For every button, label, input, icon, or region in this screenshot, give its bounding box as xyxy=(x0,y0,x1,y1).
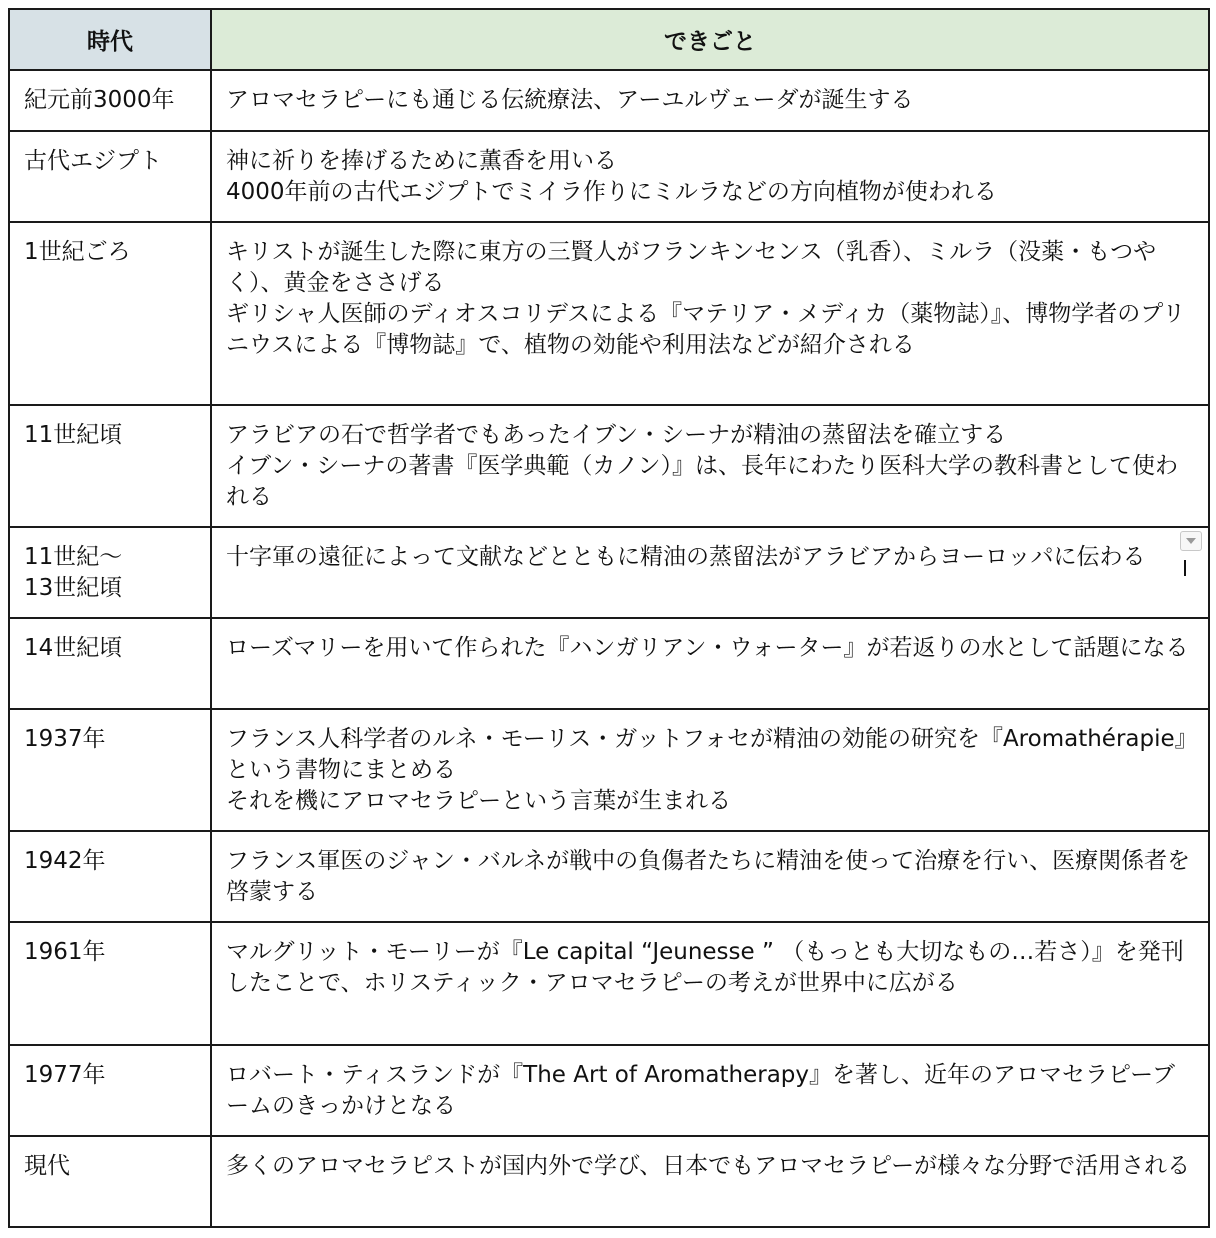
event-cell[interactable] xyxy=(211,1136,1209,1227)
era-cell[interactable]: 11世紀〜 13世紀頃 xyxy=(9,527,211,618)
event-line: 十字軍の遠征によって文献などとともに精油の蒸留法がアラビアからヨーロッパに伝わる xyxy=(226,544,1146,570)
event-cell[interactable] xyxy=(211,405,1209,527)
table-row xyxy=(9,618,1209,709)
event-cell[interactable] xyxy=(211,709,1209,831)
event-line: ギリシャ人医師のディオスコリデスによる『マテリア・メディカ（薬物誌）』、博物学者のプリニウスによる『博物誌』で、植物の効能や利用法などが紹介される xyxy=(226,301,1186,358)
table-header-row xyxy=(9,9,1209,70)
era-cell[interactable]: 1942年 xyxy=(9,831,211,922)
event-cell[interactable] xyxy=(211,831,1209,922)
table-row xyxy=(9,922,1209,1045)
table-row xyxy=(9,527,1209,618)
era-cell[interactable]: 11世紀頃 xyxy=(9,405,211,527)
table-row xyxy=(9,1045,1209,1136)
event-line: それを機にアロマセラピーという言葉が生まれる xyxy=(226,788,732,814)
event-line: キリストが誕生した際に東方の三賢人がフランキンセンス（乳香）、ミルラ（没薬・もつやく）、黄金をささげる xyxy=(226,239,1157,296)
era-cell[interactable]: 現代 xyxy=(9,1136,211,1227)
event-line: 神に祈りを捧げるために薫香を用いる xyxy=(226,148,617,174)
history-table-container xyxy=(8,8,1208,1228)
era-cell[interactable]: 古代エジプト xyxy=(9,131,211,222)
event-cell[interactable] xyxy=(211,922,1209,1045)
table-row xyxy=(9,405,1209,527)
header-era[interactable]: 時代 xyxy=(9,9,211,70)
era-cell[interactable]: 紀元前3000年 xyxy=(9,70,211,131)
table-row xyxy=(9,709,1209,831)
era-cell[interactable]: 1937年 xyxy=(9,709,211,831)
event-line: 多くのアロマセラピストが国内外で学び、日本でもアロマセラピーが様々な分野で活用される xyxy=(226,1153,1191,1179)
event-line: フランス人科学者のルネ・モーリス・ガットフォセが精油の効能の研究を『Aromathérapie』という書物にまとめる xyxy=(226,726,1187,783)
event-line: マルグリット・モーリーが『Le capital “Jeunesse ” （もっとも大切なもの…若さ）』を発刊したことで、ホリスティック・アロマセラピーの考えが世界中に広がる xyxy=(226,939,1184,996)
event-cell[interactable] xyxy=(211,527,1209,618)
event-line: 4000年前の古代エジプトでミイラ作りにミルラなどの方向植物が使われる xyxy=(226,179,997,205)
aromatherapy-history-table xyxy=(8,8,1210,1228)
cell-dropdown-button[interactable] xyxy=(1180,531,1202,551)
text-cursor xyxy=(1184,560,1186,576)
table-row xyxy=(9,131,1209,222)
event-line: ロバート・ティスランドが『The Art of Aromatherapy』を著し、近年のアロマセラピーブームのきっかけとなる xyxy=(226,1062,1175,1119)
table-row xyxy=(9,831,1209,922)
event-line: ローズマリーを用いて作られた『ハンガリアン・ウォーター』が若返りの水として話題になる xyxy=(226,635,1189,661)
table-row xyxy=(9,222,1209,405)
table-row xyxy=(9,70,1209,131)
event-line: アロマセラピーにも通じる伝統療法、アーユルヴェーダが誕生する xyxy=(226,87,914,113)
era-cell[interactable]: 1977年 xyxy=(9,1045,211,1136)
era-cell[interactable]: 14世紀頃 xyxy=(9,618,211,709)
event-cell[interactable] xyxy=(211,1045,1209,1136)
era-cell[interactable]: 1世紀ごろ xyxy=(9,222,211,405)
era-cell[interactable]: 1961年 xyxy=(9,922,211,1045)
table-row xyxy=(9,1136,1209,1227)
header-event[interactable]: できごと xyxy=(211,9,1209,70)
event-cell[interactable] xyxy=(211,222,1209,405)
event-cell[interactable] xyxy=(211,131,1209,222)
event-line: アラビアの石で哲学者でもあったイブン・シーナが精油の蒸留法を確立する xyxy=(226,422,1007,448)
event-cell[interactable] xyxy=(211,70,1209,131)
event-cell[interactable] xyxy=(211,618,1209,709)
event-line: イブン・シーナの著書『医学典範（カノン）』は、長年にわたり医科大学の教科書として使われる xyxy=(226,453,1178,510)
chevron-down-icon xyxy=(1186,538,1196,544)
event-line: フランス軍医のジャン・バルネが戦中の負傷者たちに精油を使って治療を行い、医療関係者を啓蒙する xyxy=(226,848,1191,905)
